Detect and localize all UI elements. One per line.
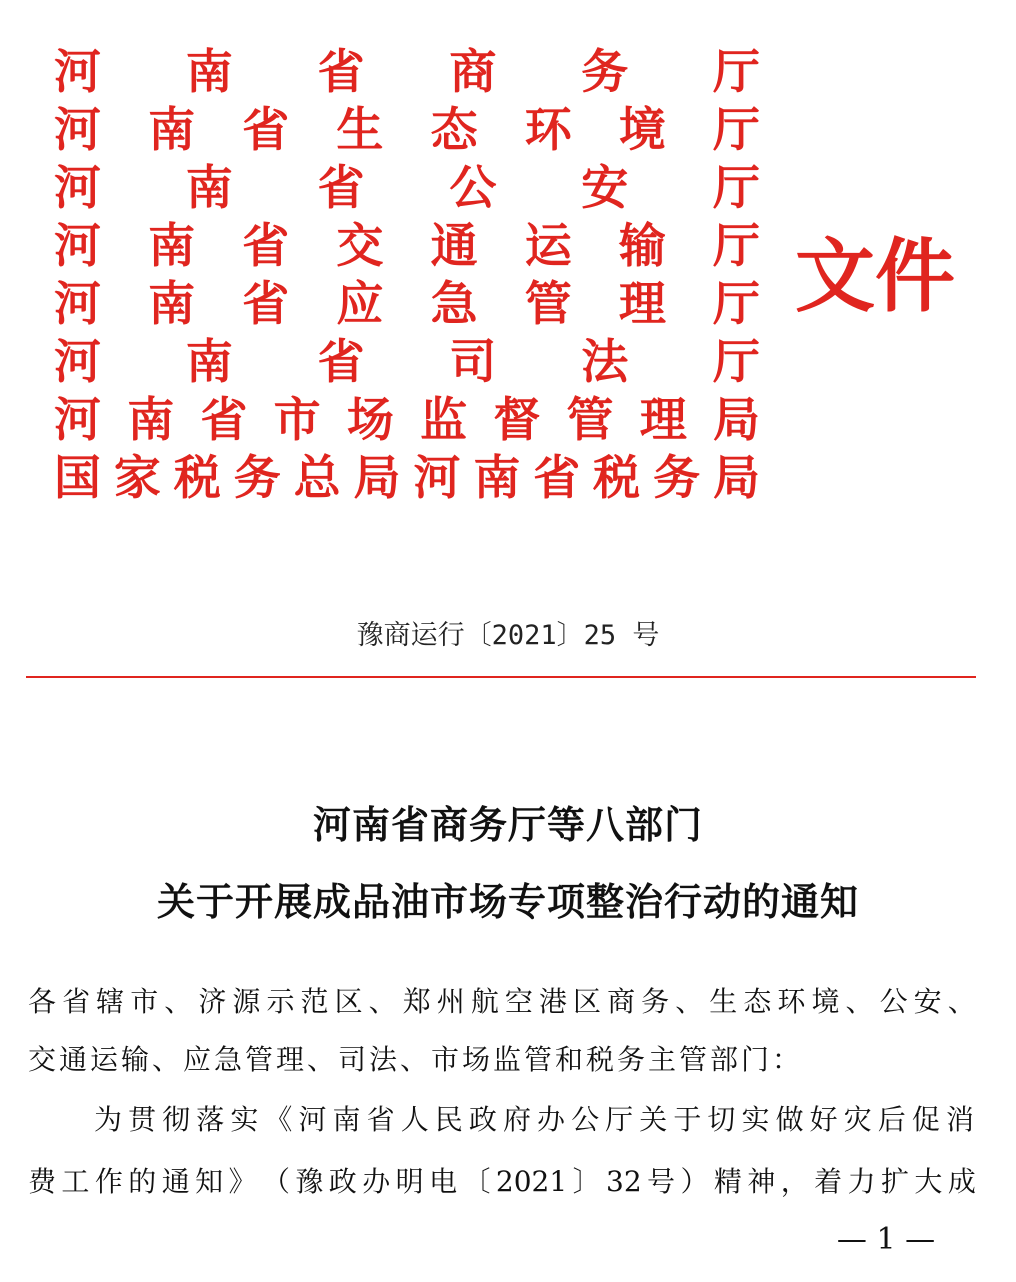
document-title-line-2: 关于开展成品油市场专项整治行动的通知 [156, 880, 859, 924]
char: 南 [185, 161, 233, 216]
char: 国 [54, 451, 101, 506]
char: 法 [581, 335, 629, 390]
char: 厅 [712, 277, 760, 332]
char: 南 [148, 103, 196, 158]
char: 省 [242, 219, 290, 274]
char: 态 [430, 103, 478, 158]
char: ， [780, 1165, 809, 1198]
char: 好 [809, 1103, 838, 1136]
char: 32 [606, 1165, 642, 1198]
char: 作 [94, 1165, 123, 1198]
red-divider-line [26, 676, 976, 678]
char: 灾 [843, 1103, 872, 1136]
char: 河 [54, 103, 101, 158]
char: 费 [28, 1165, 57, 1198]
char: 州 [436, 985, 465, 1018]
char: 南 [185, 335, 233, 390]
char: 家 [113, 451, 161, 506]
char: 范 [300, 985, 329, 1018]
char: 南 [148, 277, 196, 332]
char: 落 [196, 1103, 225, 1136]
char: 生 [709, 985, 738, 1018]
char: 管 [524, 277, 572, 332]
char: 通 [161, 1165, 190, 1198]
char: 豫 [295, 1165, 324, 1198]
char: 急 [430, 277, 478, 332]
char: 民 [434, 1103, 463, 1136]
char: 电 [429, 1165, 458, 1198]
char: 理 [618, 277, 666, 332]
char: 实 [741, 1103, 770, 1136]
char: 政 [328, 1165, 357, 1198]
char: 应 [336, 277, 384, 332]
char: 大 [914, 1165, 943, 1198]
char: 局 [353, 451, 401, 506]
char: 2021 [495, 1165, 568, 1198]
char: 《 [264, 1103, 293, 1136]
agency-line-commerce [54, 44, 760, 102]
char: 河 [54, 393, 101, 448]
char: 、 [368, 985, 397, 1018]
char: 关 [639, 1103, 668, 1136]
char: 郑 [402, 985, 431, 1018]
document-title-line-1: 河南省商务厅等八部门 [312, 803, 703, 847]
char: 、 [164, 985, 193, 1018]
char: 办 [362, 1165, 391, 1198]
char: 辖 [96, 985, 125, 1018]
char: 运 [524, 219, 572, 274]
char: 消 [945, 1103, 974, 1136]
char: 、 [675, 985, 704, 1018]
char: 商 [607, 985, 636, 1018]
char: 工 [61, 1165, 90, 1198]
char: 着 [814, 1165, 843, 1198]
char: 南 [185, 45, 233, 100]
char: （ [261, 1165, 290, 1198]
char: 通 [430, 219, 478, 274]
char: 税 [593, 451, 641, 506]
char: 厅 [712, 161, 760, 216]
char: 彻 [162, 1103, 191, 1136]
document-type-label: 文件 [795, 229, 955, 323]
char: 省 [317, 161, 365, 216]
char: 监 [420, 393, 468, 448]
char: 河 [54, 335, 101, 390]
char: 办 [537, 1103, 566, 1136]
char: ） [680, 1165, 709, 1198]
char: 航 [470, 985, 499, 1018]
char: 态 [743, 985, 772, 1018]
char: 司 [449, 335, 497, 390]
char: 南 [127, 393, 175, 448]
char: 省 [62, 985, 91, 1018]
body-line-addressees-1 [28, 980, 976, 1024]
char: 精 [713, 1165, 742, 1198]
issuing-agencies-masthead [54, 36, 760, 508]
char: 神 [747, 1165, 776, 1198]
char: 厅 [712, 219, 760, 274]
char: 〕 [572, 1165, 601, 1198]
char: 厅 [605, 1103, 634, 1136]
char: 力 [847, 1165, 876, 1198]
char: 务 [641, 985, 670, 1018]
char: 省 [366, 1103, 395, 1136]
char: 安 [581, 161, 629, 216]
char: 公 [879, 985, 908, 1018]
char: 南 [332, 1103, 361, 1136]
char: 济 [198, 985, 227, 1018]
char: 环 [777, 985, 806, 1018]
char: 港 [538, 985, 567, 1018]
char: 〔 [462, 1165, 491, 1198]
char: 扩 [881, 1165, 910, 1198]
char: 局 [712, 393, 760, 448]
char: 省 [242, 277, 290, 332]
char: 实 [230, 1103, 259, 1136]
body-line-addressees-2: 交通运输、应急管理、司法、市场监管和税务主管部门： [28, 1043, 804, 1076]
body-line-paragraph-2 [28, 1160, 976, 1204]
char: 安 [913, 985, 942, 1018]
char: 各 [28, 985, 57, 1018]
char: 管 [566, 393, 614, 448]
char: 、 [845, 985, 874, 1018]
char: 为 [94, 1103, 123, 1136]
char: 府 [502, 1103, 531, 1136]
char: 号 [647, 1165, 676, 1198]
char: 切 [707, 1103, 736, 1136]
char: 省 [317, 335, 365, 390]
char: 人 [400, 1103, 429, 1136]
char: 总 [293, 451, 341, 506]
char: 税 [173, 451, 221, 506]
char: 厅 [712, 335, 760, 390]
page-number: — 1 — [836, 1222, 936, 1257]
char: 市 [130, 985, 159, 1018]
char: 贯 [128, 1103, 157, 1136]
char: 河 [298, 1103, 327, 1136]
agency-line-transport [54, 218, 760, 276]
agency-line-market-supervision [54, 392, 760, 450]
char: 河 [413, 451, 461, 506]
char: 源 [232, 985, 261, 1018]
char: 环 [524, 103, 572, 158]
char: 南 [148, 219, 196, 274]
char: 、 [947, 985, 976, 1018]
char: 省 [533, 451, 581, 506]
char: 河 [54, 277, 101, 332]
char: 于 [673, 1103, 702, 1136]
char: 省 [317, 45, 365, 100]
char: 空 [504, 985, 533, 1018]
char: 河 [54, 219, 101, 274]
agency-line-ecology-environment [54, 102, 760, 160]
char: 公 [449, 161, 497, 216]
char: 厅 [712, 103, 760, 158]
char: 输 [618, 219, 666, 274]
char: 交 [336, 219, 384, 274]
char: 知 [195, 1165, 224, 1198]
char: 场 [346, 393, 394, 448]
char: 河 [54, 45, 101, 100]
char: 厅 [712, 45, 760, 100]
document-number: 豫商运行〔2021〕25 号 [356, 620, 660, 651]
char: 省 [242, 103, 290, 158]
char: 成 [947, 1165, 976, 1198]
char: 明 [395, 1165, 424, 1198]
body-line-paragraph-1 [94, 1098, 974, 1142]
char: 南 [473, 451, 521, 506]
char: 境 [618, 103, 666, 158]
char: 做 [775, 1103, 804, 1136]
char: 的 [128, 1165, 157, 1198]
char: 市 [273, 393, 321, 448]
char: 务 [233, 451, 281, 506]
char: 区 [573, 985, 602, 1018]
char: 商 [449, 45, 497, 100]
char: 促 [911, 1103, 940, 1136]
agency-line-taxation [54, 450, 760, 508]
char: 督 [493, 393, 541, 448]
char: 政 [468, 1103, 497, 1136]
agency-line-justice [54, 334, 760, 392]
agency-line-public-security [54, 160, 760, 218]
char: 河 [54, 161, 101, 216]
char: 》 [228, 1165, 257, 1198]
char: 后 [877, 1103, 906, 1136]
agency-line-emergency-management [54, 276, 760, 334]
char: 示 [266, 985, 295, 1018]
char: 公 [571, 1103, 600, 1136]
char: 区 [334, 985, 363, 1018]
char: 务 [581, 45, 629, 100]
char: 务 [653, 451, 701, 506]
char: 境 [811, 985, 840, 1018]
char: 局 [712, 451, 760, 506]
char: 省 [200, 393, 248, 448]
char: 理 [639, 393, 687, 448]
char: 生 [336, 103, 384, 158]
